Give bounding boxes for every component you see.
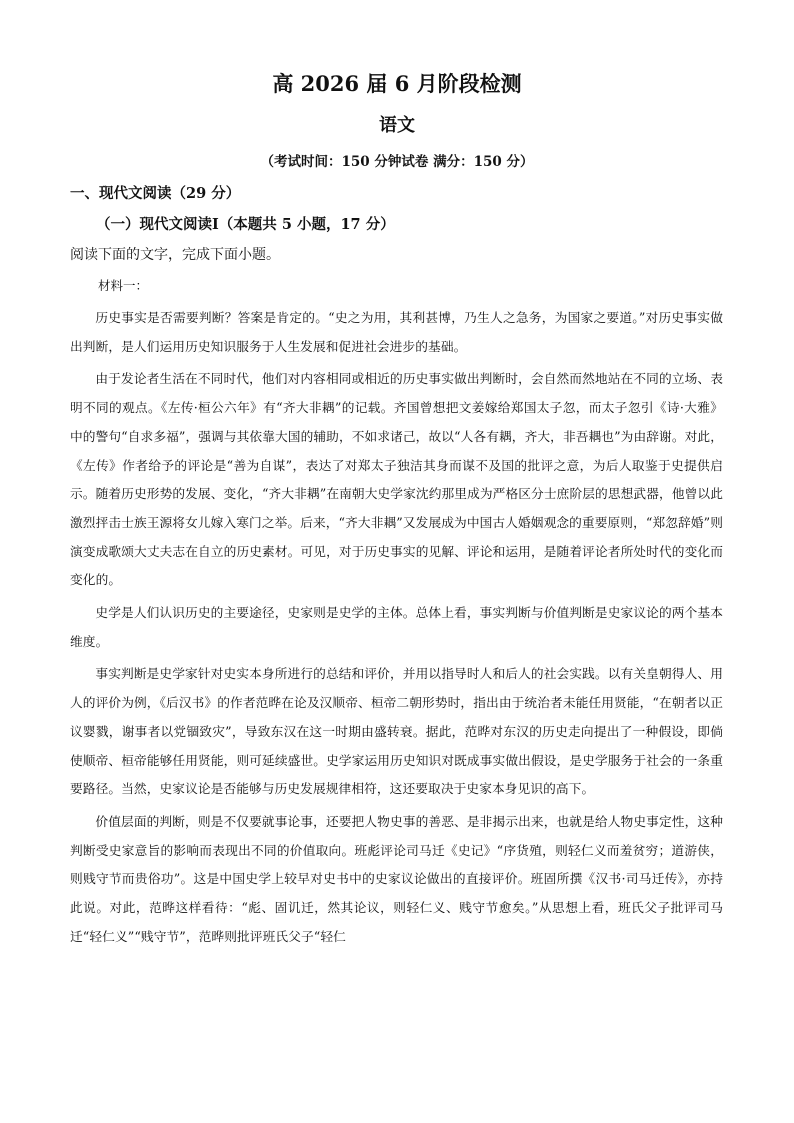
article-body xyxy=(70,304,723,955)
material-label: 材料一： xyxy=(98,278,149,293)
paragraph-1: 历史事实是否需要判断？答案是肯定的。“史之为用，其利甚博，乃生人之急务，为国家之要道。”对历史事实做出判断，是人们运用历史知识服务于人生发展和促进社会进步的基础。 xyxy=(70,310,723,354)
paragraph-2: 由于发论者生活在不同时代，他们对内容相同或相近的历史事实做出判断时，会自然而然地站在不同的立场、表明不同的观点。《左传·桓公六年》有“齐大非耦”的记载。齐国曾想把文姜嫁给郑国太子忽，而太子忽引《诗·大雅》中的警句“自求多福”，强调与其依靠大国的辅助，不如求诸己，故以“人各有耦，齐大，非吾耦也”为由辞谢。对此，《左传》作者给予的评论是“善为自谋”，表达了对郑太子独洁其身而谋不及国的批评之意，为后人取鉴于史提供启示。随着历史形势的发展、变化，“齐大非耦”在南朝大史学家沈约那里成为严格区分士庶阶层的思想武器，他曾以此激烈抨击士族王源将女儿嫁入寒门之举。后来，“齐大非耦”又发展成为中国古人婚姻观念的重要原则，“郑忽辞婚”则演变成歌颂大丈夫志在自立的历史素材。可见，对于历史事实的见解、评论和运用，是随着评论者所处时代的变化而变化的。 xyxy=(70,371,723,588)
subsection-heading: （一）现代文阅读Ⅰ（本题共 5 小题，17 分） xyxy=(96,216,395,233)
exam-title: 高 2026 届 6 月阶段检测 xyxy=(272,71,522,96)
paragraph-5: 价值层面的判断，则是不仅要就事论事，还要把人物史事的善恶、是非揭示出来，也就是给人物史事定性，这种判断受史家意旨的影响而表现出不同的价值取向。班彪评论司马迁《史记》“序货殖，则轻仁义而羞贫穷；道游侠，则贱守节而贵俗功”。这是中国史学上较早对史书中的史家议论做出的直接评价。班固所撰《汉书·司马迁传》，亦持此说。对此，范晔这样看待：“彪、固讥迁，然其论议，则轻仁义、贱守节愈矣。”从思想上看，班氏父子批评司马迁“轻仁义”“贱守节”，范晔则批评班氏父子“轻仁 xyxy=(70,813,723,944)
reading-instructions: 阅读下面的文字，完成下面小题。 xyxy=(70,247,280,263)
subject-title: 语文 xyxy=(379,115,415,136)
paragraph-4: 事实判断是史学家针对史实本身所进行的总结和评价，并用以指导时人和后人的社会实践。以有关皇朝得人、用人的评价为例，《后汉书》的作者范晔在论及汉顺帝、桓帝二朝形势时，指出由于统治者未能任用贤能，“在朝者以正议婴戮，谢事者以党锢致灾”，导致东汉在这一时期由盛转衰。据此，范晔对东汉的历史走向提出了一种假设，即倘使顺帝、桓帝能够任用贤能，则可延续盛世。史学家运用历史知识对既成事实做出假设，是史学服务于社会的一条重要路径。当然，史家议论是否能够与历史发展规律相符，这还要取决于史家本身见识的高下。 xyxy=(70,666,723,797)
exam-info: （考试时间：150 分钟试卷 满分：150 分） xyxy=(260,154,534,170)
section-heading: 一、现代文阅读（29 分） xyxy=(70,185,241,202)
paragraph-3: 史学是人们认识历史的主要途径，史家则是史学的主体。总体上看，事实判断与价值判断是史家议论的两个基本维度。 xyxy=(70,605,723,649)
